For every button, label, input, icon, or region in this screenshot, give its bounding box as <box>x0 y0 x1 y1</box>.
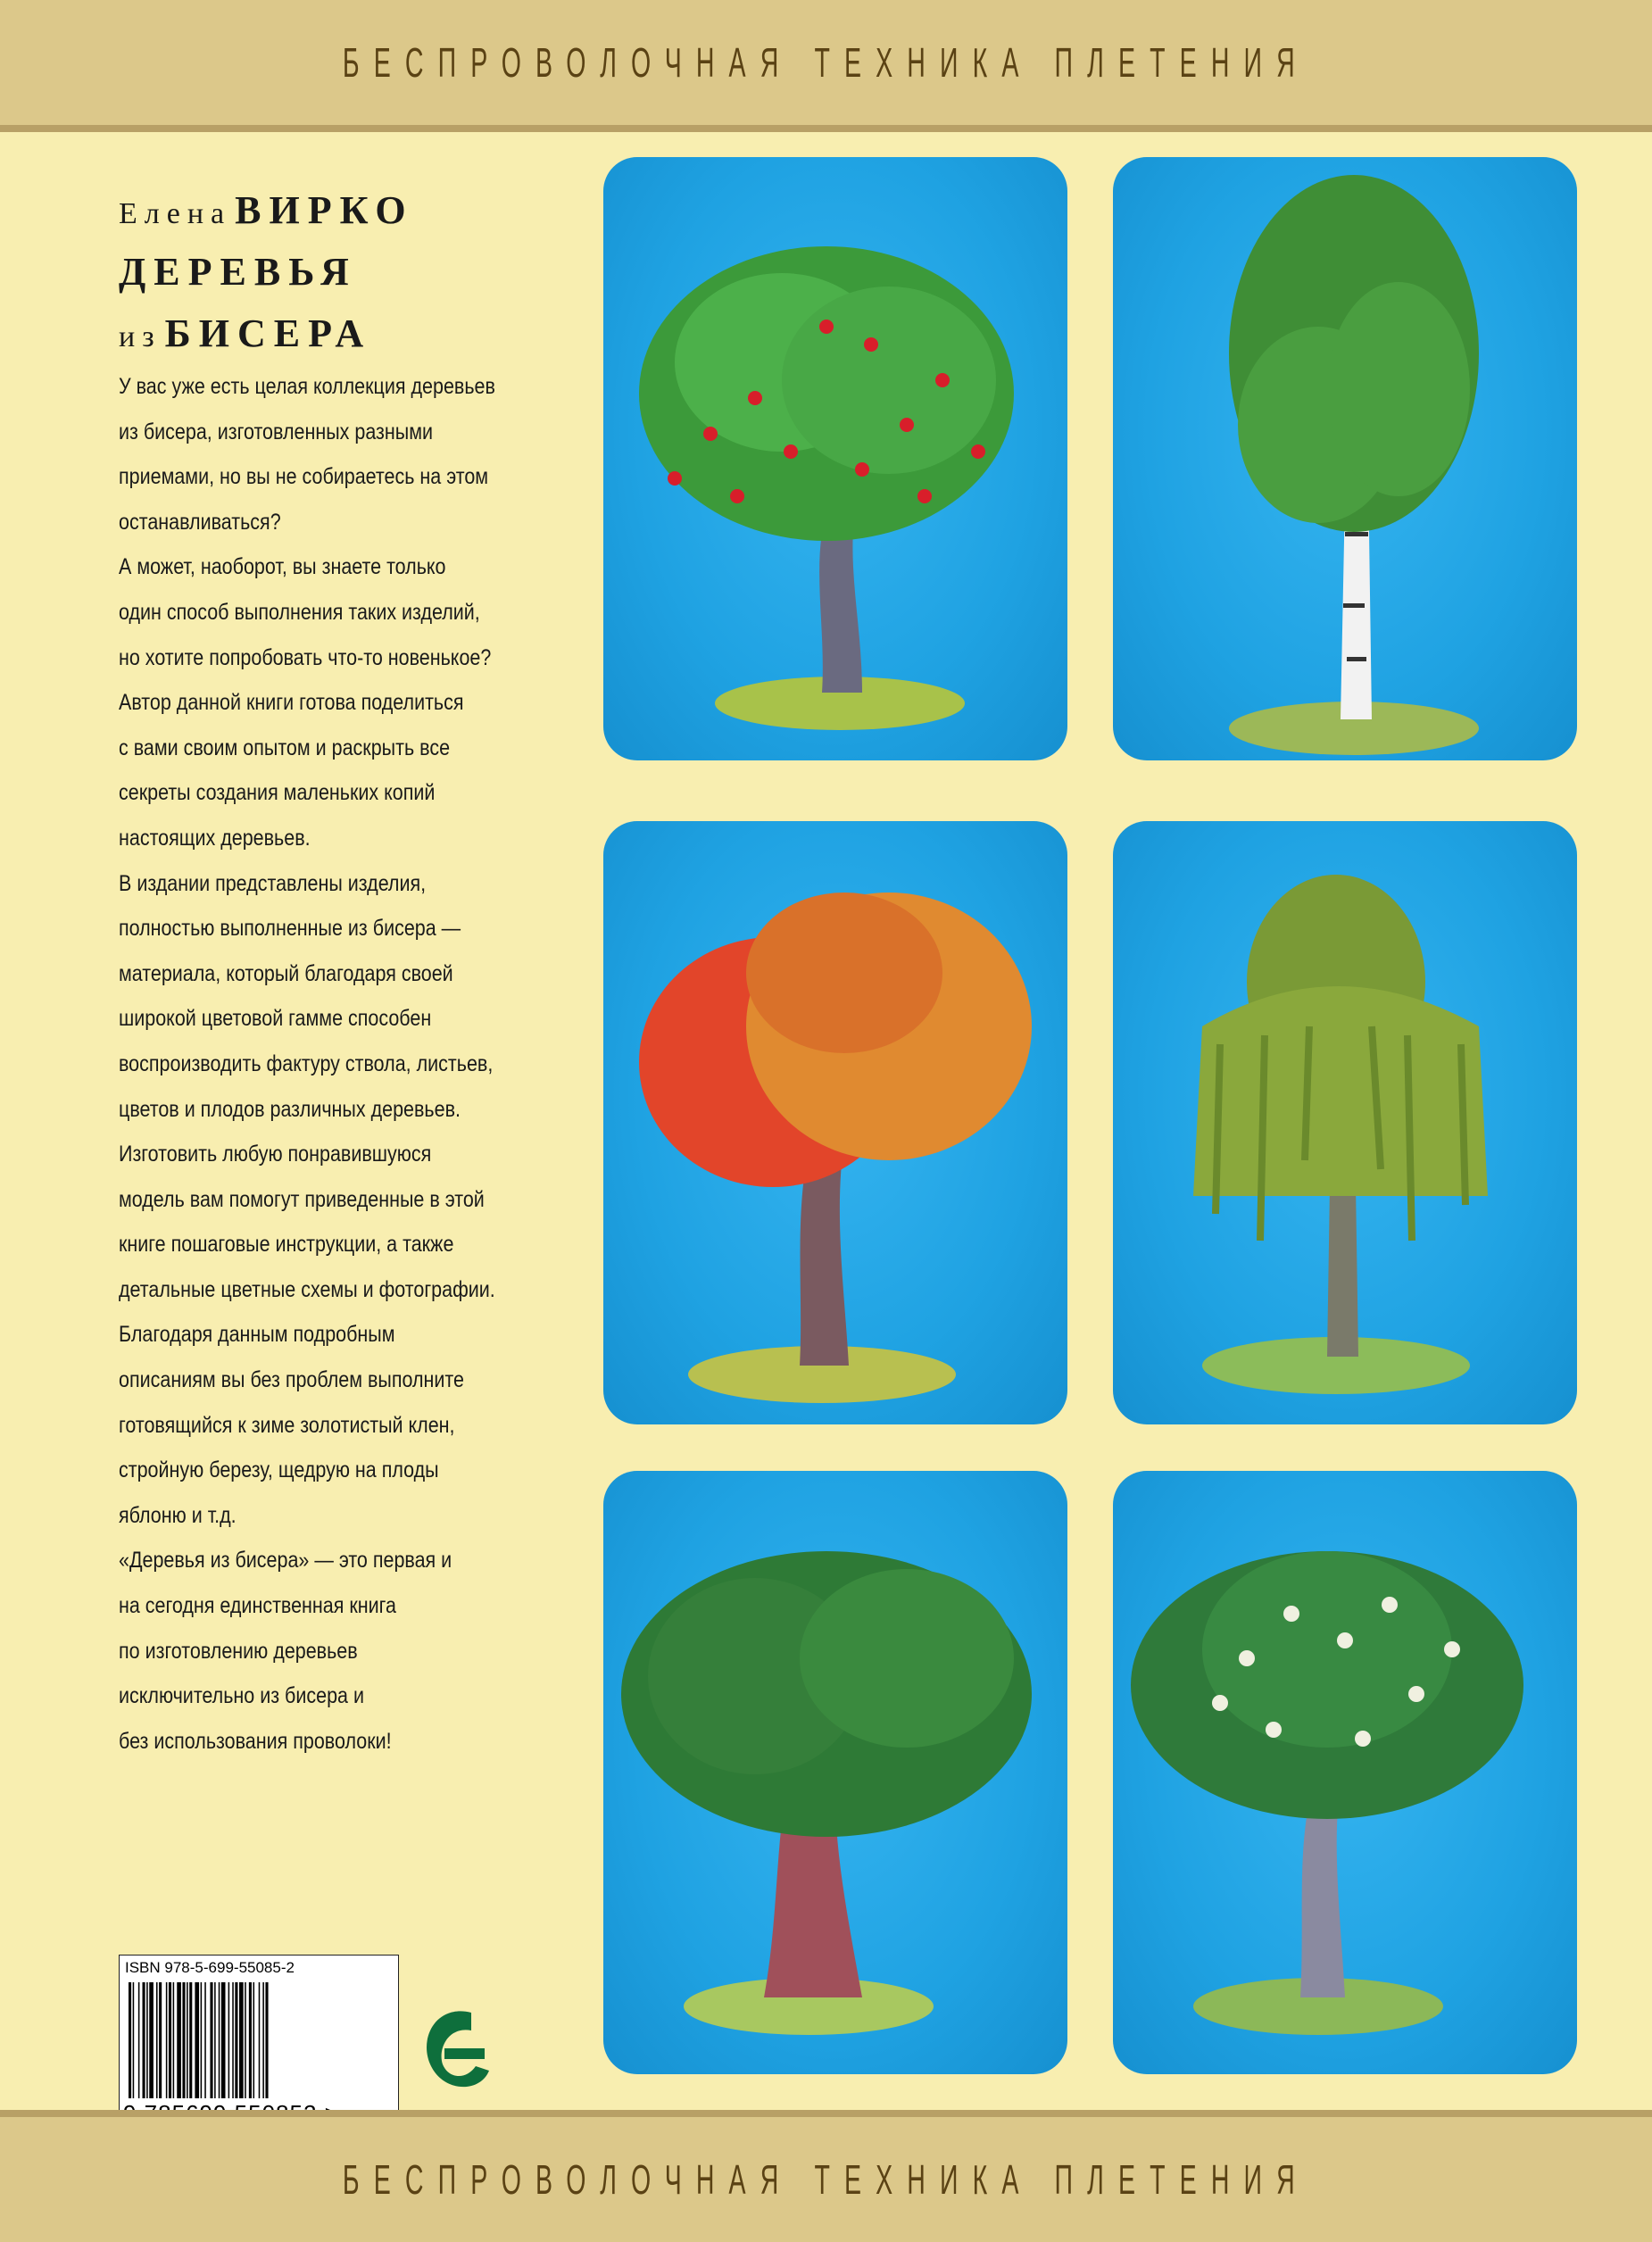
barcode-bar <box>156 1982 158 2098</box>
barcode-bar <box>249 1982 252 2098</box>
barcode-bar <box>187 1982 188 2098</box>
birch-tree-illustration <box>1113 157 1577 760</box>
barcode-bar <box>146 1982 148 2098</box>
barcode-bar <box>232 1982 234 2098</box>
maple-tree-illustration <box>603 821 1067 1424</box>
barcode-bar <box>189 1982 192 2098</box>
oak-tree-illustration <box>603 1471 1067 2074</box>
photo-birch-tree <box>1113 157 1577 760</box>
description-line: без использования проволоки! <box>119 1728 392 1754</box>
apple-tree-illustration <box>603 157 1067 760</box>
barcode-bar <box>214 1982 216 2098</box>
barcode-bar <box>210 1982 212 2098</box>
description-line: исключительно из бисера и <box>119 1683 364 1709</box>
series-title-top: БЕСПРОВОЛОЧНАЯ ТЕХНИКА ПЛЕТЕНИЯ <box>342 39 1309 86</box>
photo-apple-tree <box>603 157 1067 760</box>
description-line: А может, наоборот, вы знаете только <box>119 554 446 580</box>
barcode-bar <box>201 1982 203 2098</box>
description-line: Автор данной книги готова поделиться <box>119 690 464 716</box>
barcode-bar <box>159 1982 162 2098</box>
author-first-name: Елена <box>119 197 232 230</box>
barcode-bar <box>133 1982 135 2098</box>
description-line: цветов и плодов различных деревьев. <box>119 1096 461 1122</box>
description-line: детальные цветные схемы и фотографии. <box>119 1276 495 1302</box>
description-line: В издании представлены изделия, <box>119 870 427 896</box>
description-line: по изготовлению деревьев <box>119 1638 358 1664</box>
chestnut-tree-illustration <box>1113 1471 1577 2074</box>
description-line: материала, который благодаря своей <box>119 960 453 986</box>
description-line: Благодаря данным подробным <box>119 1322 395 1348</box>
description-line: из бисера, изготовленных разными <box>119 419 434 444</box>
barcode-bar <box>129 1982 131 2098</box>
title-block <box>119 187 414 372</box>
photo-chestnut-tree <box>1113 1471 1577 2074</box>
barcode-bar <box>143 1982 145 2098</box>
book-title-word1: ДЕРЕВЬЯ <box>119 250 357 294</box>
isbn-label: ISBN 978-5-699-55085-2 <box>125 1959 295 1976</box>
barcode-bar <box>204 1982 206 2098</box>
description-line: У вас уже есть целая коллекция деревьев <box>119 374 495 399</box>
barcode-bar <box>265 1982 268 2098</box>
description-line: приемами, но вы не собираетесь на этом <box>119 464 489 490</box>
author-last-name: ВИРКО <box>235 188 414 232</box>
isbn-barcode-block <box>119 1955 399 2133</box>
author-name <box>119 187 414 233</box>
description-line: модель вам помогут приведенные в этой <box>119 1186 485 1212</box>
description-line: яблоню и т.д. <box>119 1502 237 1528</box>
barcode-bar <box>253 1982 255 2098</box>
barcode-bar <box>239 1982 244 2098</box>
photo-maple-tree <box>603 821 1067 1424</box>
description-line: останавливаться? <box>119 509 281 535</box>
barcode-bar <box>138 1982 140 2098</box>
barcode-bar <box>149 1982 154 2098</box>
barcode-bar <box>235 1982 237 2098</box>
barcode-bar <box>173 1982 175 2098</box>
eksmo-logo-icon <box>409 1995 498 2111</box>
series-title-bottom: БЕСПРОВОЛОЧНАЯ ТЕХНИКА ПЛЕТЕНИЯ <box>342 2156 1309 2203</box>
barcode-bar <box>195 1982 199 2098</box>
book-title-line2 <box>119 311 414 356</box>
barcode-bar <box>221 1982 226 2098</box>
book-title-line1 <box>119 249 414 295</box>
description-line: описаниям вы без проблем выполните <box>119 1367 464 1393</box>
photo-oak-tree <box>603 1471 1067 2074</box>
barcode-bar <box>177 1982 181 2098</box>
willow-tree-illustration <box>1113 821 1577 1424</box>
barcode-bar <box>166 1982 168 2098</box>
description-line: книге пошаговые инструкции, а также <box>119 1232 454 1258</box>
barcode-bar <box>245 1982 246 2098</box>
description-line: «Деревья из бисера» — это первая и <box>119 1548 452 1574</box>
description-line: стройную березу, щедрую на плоды <box>119 1457 439 1483</box>
description-line: с вами своим опытом и раскрыть все <box>119 735 451 760</box>
barcode-bar <box>262 1982 264 2098</box>
barcode-bar <box>169 1982 171 2098</box>
description-line: но хотите попробовать что-то новенькое? <box>119 644 492 670</box>
photo-willow-tree <box>1113 821 1577 1424</box>
description-line: настоящих деревьев. <box>119 825 311 851</box>
description-line: полностью выполненные из бисера — <box>119 916 461 942</box>
description-text <box>119 364 583 1764</box>
description-line: широкой цветовой гамме способен <box>119 1006 432 1032</box>
barcode-bar <box>182 1982 185 2098</box>
series-header <box>0 0 1652 132</box>
description-line: на сегодня единственная книга <box>119 1593 396 1619</box>
barcode-bar <box>219 1982 220 2098</box>
series-footer <box>0 2110 1652 2242</box>
book-title-prefix: из <box>119 320 162 353</box>
barcode-icon <box>127 1982 391 2098</box>
barcode-bar <box>259 1982 261 2098</box>
description-line: готовящийся к зиме золотистый клен, <box>119 1412 455 1438</box>
book-title-word2: БИСЕРА <box>164 311 372 355</box>
description-line: секреты создания маленьких копий <box>119 780 436 806</box>
description-line: один способ выполнения таких изделий, <box>119 599 480 625</box>
description-line: воспроизводить фактуру ствола, листьев, <box>119 1050 494 1076</box>
barcode-bar <box>228 1982 230 2098</box>
description-line: Изготовить любую понравившуюся <box>119 1142 432 1167</box>
